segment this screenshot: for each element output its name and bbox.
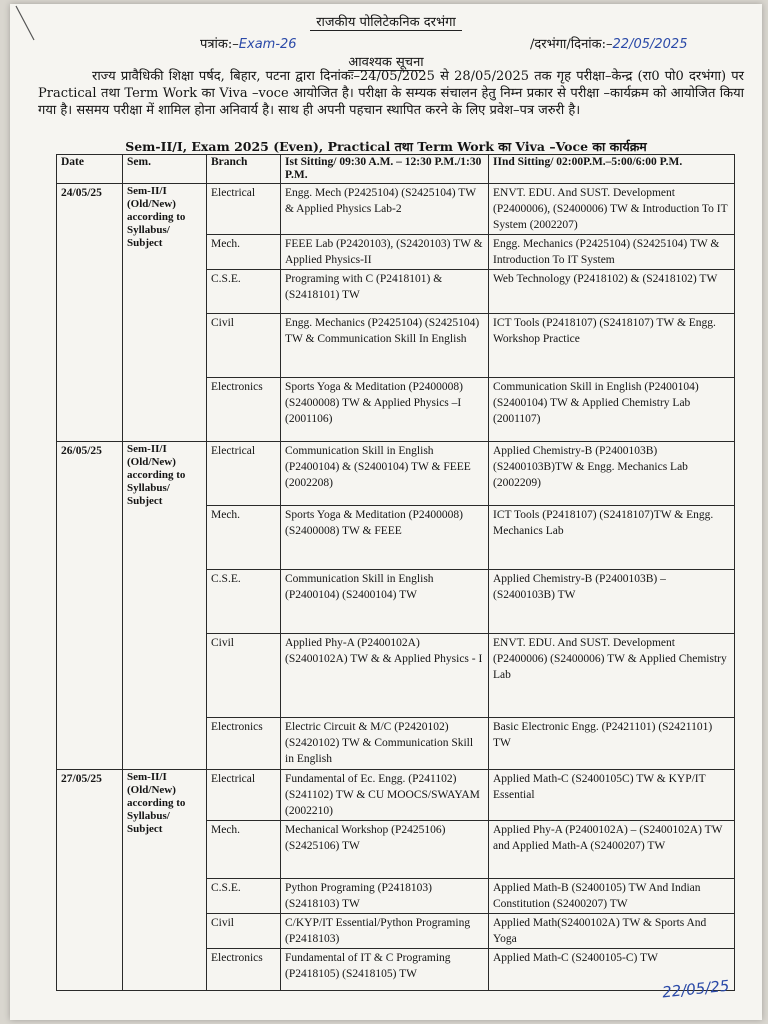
branch-name: Civil xyxy=(207,914,281,949)
exam-date: 26/05/25 xyxy=(57,442,123,770)
first-sitting-subject: Sports Yoga & Meditation (P2400008) (S2400008) TW & Applied Physics –I (2001106) xyxy=(281,378,489,442)
semester-info: Sem-II/I (Old/New) according to Syllabus/ Subject xyxy=(123,442,207,770)
branch-name: Mech. xyxy=(207,821,281,879)
second-sitting-subject: Basic Electronic Engg. (P2421101) (S2421101) TW xyxy=(489,718,735,770)
first-sitting-subject: Communication Skill in English (P2400104) (S2400104) TW xyxy=(281,570,489,634)
first-sitting-subject: Sports Yoga & Meditation (P2400008) (S2400008) TW & FEEE xyxy=(281,506,489,570)
ref-value: Exam-26 xyxy=(238,37,297,52)
col-header-sem: Sem. xyxy=(123,155,207,184)
second-sitting-subject: Applied Math-C (S2400105-C) TW xyxy=(489,949,735,991)
semester-info: Sem-II/I (Old/New) according to Syllabus/ Subject xyxy=(123,770,207,991)
second-sitting-subject: Communication Skill in English (P2400104) (S2400104) TW & Applied Chemistry Lab (2001107) xyxy=(489,378,735,442)
branch-name: Electrical xyxy=(207,770,281,821)
exam-date: 24/05/25 xyxy=(57,184,123,442)
table-row xyxy=(57,770,735,821)
second-sitting-subject: Applied Math-C (S2400105C) TW & KYP/IT Essential xyxy=(489,770,735,821)
branch-name: Mech. xyxy=(207,506,281,570)
schedule-body xyxy=(57,184,735,991)
branch-name: Electrical xyxy=(207,184,281,235)
first-sitting-subject: Communication Skill in English (P2400104) & (S2400104) TW & FEEE (2002208) xyxy=(281,442,489,506)
second-sitting-subject: Applied Math(S2400102A) TW & Sports And Yoga xyxy=(489,914,735,949)
branch-name: C.S.E. xyxy=(207,570,281,634)
table-row xyxy=(57,184,735,235)
notice-document xyxy=(10,4,762,1020)
exam-date: 27/05/25 xyxy=(57,770,123,991)
first-sitting-subject: Applied Phy-A (P2400102A) (S2400102A) TW & & Applied Physics - I xyxy=(281,634,489,718)
place-date xyxy=(530,34,687,52)
col-header-first-sitting: Ist Sitting/ 09:30 A.M. – 12:30 P.M./1:30 P.M. xyxy=(281,155,489,184)
first-sitting-subject: C/KYP/IT Essential/Python Programing (P2418103) xyxy=(281,914,489,949)
branch-name: Mech. xyxy=(207,235,281,270)
first-sitting-subject: Fundamental of Ec. Engg. (P241102) (S241102) TW & CU MOOCS/SWAYAM (2002210) xyxy=(281,770,489,821)
semester-info: Sem-II/I (Old/New) according to Syllabus/ Subject xyxy=(123,184,207,442)
second-sitting-subject: ICT Tools (P2418107) (S2418107) TW & Engg. Workshop Practice xyxy=(489,314,735,378)
branch-name: C.S.E. xyxy=(207,879,281,914)
date-value: 22/05/2025 xyxy=(612,37,688,52)
second-sitting-subject: Web Technology (P2418102) & (S2418102) TW xyxy=(489,270,735,314)
branch-name: Electronics xyxy=(207,378,281,442)
col-header-date: Date xyxy=(57,155,123,184)
first-sitting-subject: Mechanical Workshop (P2425106) (S2425106) TW xyxy=(281,821,489,879)
second-sitting-subject: ICT Tools (P2418107) (S2418107)TW & Engg. Mechanics Lab xyxy=(489,506,735,570)
second-sitting-subject: Applied Phy-A (P2400102A) – (S2400102A) TW and Applied Math-A (S2400207) TW xyxy=(489,821,735,879)
first-sitting-subject: Engg. Mech (P2425104) (S2425104) TW & Applied Physics Lab-2 xyxy=(281,184,489,235)
branch-name: Civil xyxy=(207,314,281,378)
branch-name: C.S.E. xyxy=(207,270,281,314)
branch-name: Electrical xyxy=(207,442,281,506)
reference-number xyxy=(200,34,297,52)
col-header-second-sitting: IInd Sitting/ 02:00P.M.–5:00/6:00 P.M. xyxy=(489,155,735,184)
signature: 22/05/25 xyxy=(661,976,731,1002)
second-sitting-subject: ENVT. EDU. And SUST. Development (P2400006), (S2400006) TW & Introduction To IT System (2002207) xyxy=(489,184,735,235)
second-sitting-subject: Engg. Mechanics (P2425104) (S2425104) TW & Introduction To IT System xyxy=(489,235,735,270)
institute-name: राजकीय पोलिटेकनिक दरभंगा xyxy=(10,12,762,30)
table-header-row xyxy=(57,155,735,184)
first-sitting-subject: Python Programing (P2418103) (S2418103) TW xyxy=(281,879,489,914)
first-sitting-subject: Fundamental of IT & C Programing (P2418105) (S2418105) TW xyxy=(281,949,489,991)
schedule-table xyxy=(56,154,735,991)
first-sitting-subject: Programing with C (P2418101) & (S2418101) TW xyxy=(281,270,489,314)
notice-body: राज्य प्रावैधिकी शिक्षा पर्षद, बिहार, पटना द्वारा दिनांकः–24/05/2025 से 28/05/2025 तक गृह परीक्षा–केन्द्र (रा0 पो0 दरभंगा) पर Practical तथा Term Work का Viva –voce आयोजित है। परीक्षा के सम्यक संचालन हेतु निम्न प्रकार से परीक्षा –कार्यक्रम को आयोजित किया गया है। ससमय परीक्षा में शामिल होना अनिवार्य है। साथ ही अपनी पहचान स्थापित करने के लिए प्रवेश–पत्र जरुरी है। xyxy=(38,69,744,118)
table-row xyxy=(57,442,735,506)
col-header-branch: Branch xyxy=(207,155,281,184)
place-date-label: /दरभंगा/दिनांक:– xyxy=(530,37,613,52)
second-sitting-subject: ENVT. EDU. And SUST. Development (P2400006) (S2400006) TW & Applied Chemistry Lab xyxy=(489,634,735,718)
branch-name: Civil xyxy=(207,634,281,718)
notice-heading: आवश्यक सूचना xyxy=(348,55,424,70)
branch-name: Electronics xyxy=(207,949,281,991)
ref-label: पत्रांक:– xyxy=(200,37,239,52)
first-sitting-subject: FEEE Lab (P2420103), (S2420103) TW & Applied Physics-II xyxy=(281,235,489,270)
second-sitting-subject: Applied Math-B (S2400105) TW And Indian Constitution (S2400207) TW xyxy=(489,879,735,914)
schedule-title: Sem-II/I, Exam 2025 (Even), Practical तथा Term Work का Viva –Voce का कार्यक्रम xyxy=(125,139,647,154)
first-sitting-subject: Engg. Mechanics (P2425104) (S2425104) TW & Communication Skill In English xyxy=(281,314,489,378)
first-sitting-subject: Electric Circuit & M/C (P2420102) (S2420102) TW & Communication Skill in English xyxy=(281,718,489,770)
second-sitting-subject: Applied Chemistry-B (P2400103B) – (S2400103B) TW xyxy=(489,570,735,634)
second-sitting-subject: Applied Chemistry-B (P2400103B) (S2400103B)TW & Engg. Mechanics Lab (2002209) xyxy=(489,442,735,506)
branch-name: Electronics xyxy=(207,718,281,770)
